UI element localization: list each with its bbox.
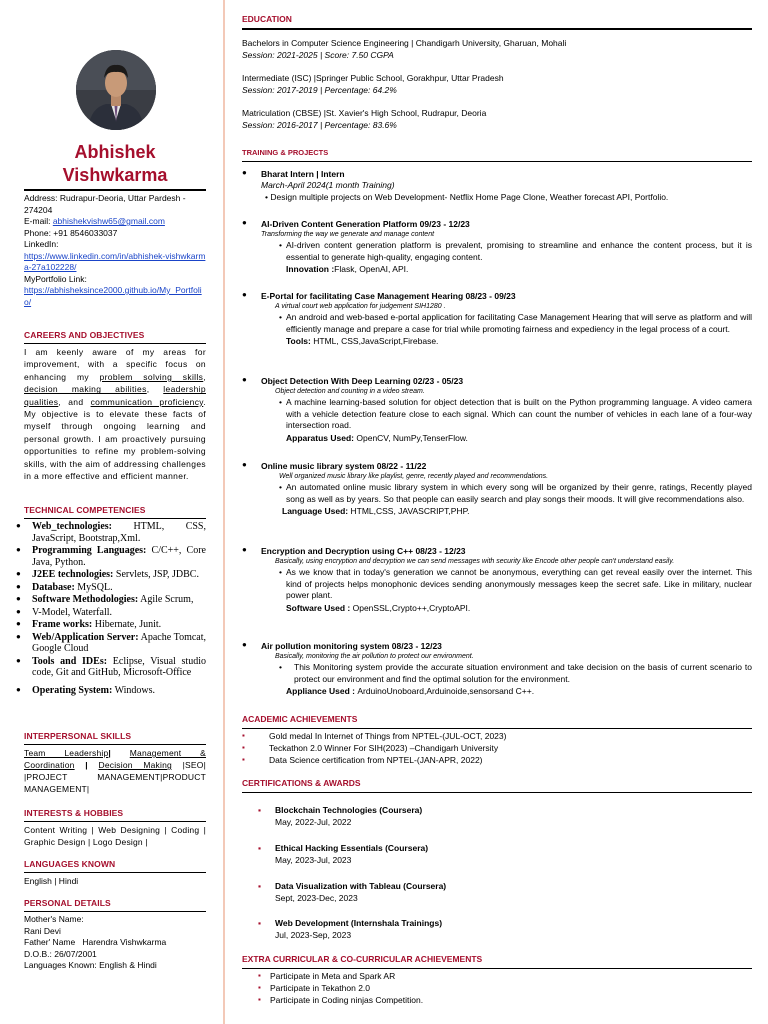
email-link[interactable]: abhishekvishw65@gmail.com xyxy=(52,216,165,226)
tools-value: OpenCV, NumPy,TenserFlow. xyxy=(356,432,468,443)
academic-rule xyxy=(242,728,752,729)
email-label: E-mail: xyxy=(24,216,53,226)
personal-details xyxy=(24,914,206,972)
education-session: Session: 2021-2025 | Score: 7.50 CGPA xyxy=(242,49,394,60)
training-section xyxy=(242,148,752,162)
project-desc: • AI-driven content generation platform is prevalent, promising to streamline and enhance the content process, but it is essential to generate high-quality, engaging content. xyxy=(242,240,752,263)
academic-item: ▪ Data Science certification from NPTEL-(JAN-APR, 2022) xyxy=(242,754,752,766)
education-item xyxy=(242,37,752,61)
certifications-section xyxy=(242,778,752,793)
education-line: Bachelors in Computer Science Engineering | Chandigarh University, Gharuan, Mohali xyxy=(242,37,567,48)
project-title: ● Bharat Intern | Intern xyxy=(242,169,752,180)
education-rule xyxy=(242,28,752,30)
academic-list xyxy=(242,730,752,766)
tech-value: Servlets, JSP, JDBC. xyxy=(113,569,199,581)
cert-name: ▪ Ethical Hacking Essentials (Coursera) xyxy=(242,842,752,854)
extra-title: EXTRA CURRICULAR & CO-CURRICULAR ACHIEVEMENTS xyxy=(242,954,483,964)
father-row xyxy=(24,937,206,949)
interpersonal-section xyxy=(24,731,206,795)
tech-label: Frame works: xyxy=(32,619,93,631)
tech-value: Windows. xyxy=(112,684,156,696)
project-subtitle: Well organized music library like playlist, genre, recently played and recommendations. xyxy=(279,473,549,481)
project-title: ● Object Detection With Deep Learning 02/23 - 05/23 xyxy=(242,376,752,387)
email-row xyxy=(24,216,206,228)
project-subtitle: Basically, monitoring the air pollution to protect our environment. xyxy=(275,653,474,661)
tools-value: OpenSSL,Crypto++,CryptoAPI. xyxy=(352,602,471,613)
project-title: ● Air pollution monitoring system 08/23 - 12/23 xyxy=(242,641,752,652)
technical-list xyxy=(24,521,206,696)
certifications-title: CERTIFICATIONS & AWARDS xyxy=(242,778,361,788)
tools-value: Flask, OpenAI, API. xyxy=(334,264,409,275)
tools-label: Apparatus Used: xyxy=(286,432,357,443)
tech-label: J2EE technologies: xyxy=(32,569,114,581)
tech-value: V-Model, Waterfall. xyxy=(32,606,113,618)
project-desc: • This Monitoring system provide the accurate situation environment and take decision on the basis of current scenario to protect our environment and find the optimal solution for the environment. xyxy=(242,662,752,685)
tech-item xyxy=(24,632,206,655)
personal-title: PERSONAL DETAILS xyxy=(24,898,111,908)
skill-rest: |SEO| |PROJECT MANAGEMENT|PRODUCT MANAGEMENT| xyxy=(24,760,206,795)
cert-item xyxy=(242,804,752,828)
project-desc: • An automated online music library system in which every song will be organized by their genre, ratings, Recently played song as well as by years. So that people can easily search and play songs their moods. It will give recommendations also. xyxy=(242,482,752,505)
skill-management: Management & Coordination xyxy=(24,748,206,771)
dob: D.O.B.: 26/07/2001 xyxy=(24,948,97,959)
project-tools xyxy=(242,335,752,347)
education-item xyxy=(242,107,752,131)
tech-value: Agile Scrum, xyxy=(138,594,194,606)
tools-label: Innovation : xyxy=(286,264,335,275)
extra-section xyxy=(242,954,752,1006)
tech-value: HTML, CSS, JavaScript, Bootstrap,Xml. xyxy=(32,521,206,544)
careers-rule xyxy=(24,343,206,344)
interests-text: Content Writing | Web Designing | Coding | Graphic Design | Logo Design | xyxy=(24,825,206,848)
project-title: ● Online music library system 08/22 - 11/22 xyxy=(242,461,752,472)
name-underline xyxy=(24,189,206,191)
cert-date: Jul, 2023-Sep, 2023 xyxy=(275,930,352,940)
project-item xyxy=(242,376,752,444)
cert-date: May, 2022-Jul, 2022 xyxy=(275,817,352,827)
cert-item xyxy=(242,880,752,904)
tech-label: Software Methodologies: xyxy=(32,594,139,606)
portfolio-link[interactable]: https://abhisheksince2000.github.io/My_Portfolio/ xyxy=(24,285,202,307)
skill-decision-making: Decision Making xyxy=(98,760,172,771)
phone: Phone: +91 8546033037 xyxy=(24,227,118,238)
project-subtitle: A virtual court web application for judgement SIH1280 . xyxy=(275,303,446,311)
tech-value: C/C++, Core Java, Python. xyxy=(32,545,206,568)
tech-label: Web/Application Server: xyxy=(32,631,139,643)
languages-text: English | Hindi xyxy=(24,876,79,887)
project-subtitle: Object detection and counting in a video stream. xyxy=(275,388,425,396)
interpersonal-title: INTERPERSONAL SKILLS xyxy=(24,731,132,741)
tools-label: Software Used : xyxy=(286,602,353,613)
languages-known: Languages Known: English & Hindi xyxy=(24,960,157,971)
cert-item xyxy=(242,917,752,941)
extra-item: ▪ Participate in Tekathon 2.0 xyxy=(242,982,752,994)
candidate-name xyxy=(24,141,206,187)
careers-sep-3: , and xyxy=(58,396,91,407)
project-intern xyxy=(242,169,752,203)
cert-name: ▪ Data Visualization with Tableau (Coursera) xyxy=(242,880,752,892)
mother-name: Rani Devi xyxy=(24,925,61,936)
portfolio-label: MyPortfolio Link: xyxy=(24,273,87,284)
cert-name: ▪ Blockchain Technologies (Coursera) xyxy=(242,804,752,816)
interpersonal-rule xyxy=(24,744,206,745)
tech-item xyxy=(24,582,206,594)
project-item xyxy=(242,461,752,517)
column-divider xyxy=(223,0,225,1024)
education-session: Session: 2016-2017 | Percentage: 83.6% xyxy=(242,119,397,130)
project-tools xyxy=(242,263,752,275)
interests-title: INTERESTS & HOBBIES xyxy=(24,808,124,818)
education-title: EDUCATION xyxy=(242,14,292,24)
personal-section xyxy=(24,898,206,972)
education-item xyxy=(242,72,752,96)
father-label: Father' Name xyxy=(24,937,76,948)
tools-label: Tools: xyxy=(286,336,314,347)
extra-item: ▪ Participate in Coding ninjas Competition. xyxy=(242,994,752,1006)
tech-label: Web_technologies: xyxy=(32,521,112,533)
project-desc: • Design multiple projects on Web Development- Netflix Home Page Clone, Weather forecast API, Portfolio. xyxy=(265,192,669,203)
tech-item xyxy=(24,619,206,631)
tech-label: Tools and IDEs: xyxy=(32,655,108,667)
father-name: Harendra Vishwkarma xyxy=(82,937,167,948)
academic-section xyxy=(242,714,752,766)
cert-date: May, 2023-Jul, 2023 xyxy=(275,855,352,865)
profile-photo xyxy=(76,50,156,130)
interpersonal-text: Team Leadership| Management & Coordination | Decision Making |SEO| |PROJECT MANAGEMENT|PRODUCT MANAGEMENT| xyxy=(24,748,206,795)
careers-emph-2: decision making abilities xyxy=(24,384,147,395)
technical-title: TECHNICAL COMPETENCIES xyxy=(24,505,146,515)
education-section xyxy=(242,14,752,131)
technical-section xyxy=(24,505,206,697)
cert-item xyxy=(242,842,752,866)
project-subtitle: Transforming the way we generate and manage content xyxy=(261,231,435,239)
tech-item xyxy=(24,607,206,619)
careers-text-2: . My objective is to elevate these facts of myself through ongoing learning and personal growth. I am proactively pursuing opportunities to refine my problem-solving skills, with the aim of addressing challenges in a more effective and efficient manner. xyxy=(24,396,206,482)
languages-section xyxy=(24,859,206,887)
tools-label: Language Used: xyxy=(282,506,351,517)
technical-rule xyxy=(24,518,206,519)
tech-value: Eclipse, Visual studio code, Git and GitHub, Microsoft-Office xyxy=(32,655,206,679)
certifications-rule xyxy=(242,792,752,793)
careers-emph-1: problem solving skills xyxy=(99,371,204,382)
tech-label: Programming Languages: xyxy=(32,545,147,557)
careers-title: CAREERS AND OBJECTIVES xyxy=(24,330,145,340)
education-session: Session: 2017-2019 | Percentage: 64.2% xyxy=(242,84,397,95)
education-line: Matriculation (CBSE) |St. Xavier's High School, Rudrapur, Deoria xyxy=(242,107,487,118)
careers-sep-1: , xyxy=(203,371,206,382)
project-item xyxy=(242,291,752,347)
extra-list xyxy=(242,970,752,1006)
project-tools xyxy=(242,505,752,517)
project-item xyxy=(242,546,752,614)
project-desc: • As we know that in today's generation we cannot be anonymous, everything can get reveal easily over the internet. This kind of projects helps monophonic devices sending anonymously messages keep the secret safe. Like in military, nuclear power plant. xyxy=(242,567,752,602)
tech-value: Hibernate, Junit. xyxy=(92,619,162,631)
tools-label: Appliance Used : xyxy=(286,686,358,697)
tech-item xyxy=(24,656,206,679)
tech-value: Apache Tomcat, Google Cloud xyxy=(32,631,206,655)
mother-label: Mother's Name: xyxy=(24,914,84,925)
tech-label: Database: xyxy=(32,581,75,593)
project-subtitle: Basically, using encryption and decryption we can send messages with security like Encode other people can't understand easily. xyxy=(275,558,675,566)
training-rule xyxy=(242,161,752,163)
cert-date: Sept, 2023-Dec, 2023 xyxy=(275,893,358,903)
project-tools xyxy=(242,602,752,614)
education-line: Intermediate (ISC) |Springer Public School, Gorakhpur, Uttar Pradesh xyxy=(242,72,504,83)
careers-sep-2: , xyxy=(146,384,164,395)
extra-item: ▪ Participate in Meta and Spark AR xyxy=(242,970,752,982)
interests-rule xyxy=(24,821,206,822)
project-title: ● AI-Driven Content Generation Platform 09/23 - 12/23 xyxy=(242,219,752,230)
project-title: ● Encryption and Decryption using C++ 08/23 - 12/23 xyxy=(242,546,752,557)
tools-value: HTML, CSS,JavaScript,Firebase. xyxy=(313,336,439,347)
tech-item xyxy=(24,545,206,568)
careers-emph-4: communication proficiency xyxy=(90,396,204,407)
project-tools xyxy=(242,432,752,444)
project-item xyxy=(242,219,752,275)
careers-text xyxy=(24,346,206,482)
tech-item xyxy=(24,521,206,544)
tech-item xyxy=(24,569,206,581)
languages-title: LANGUAGES KNOWN xyxy=(24,859,116,869)
personal-rule xyxy=(24,911,206,912)
project-desc: • An android and web-based e-portal application for facilitating Case Management Hearing that will serve as platform and will efficiently manage and prepare a case for trial while promoting fairness and expediency in the legal process of a court. xyxy=(242,312,752,335)
cert-name: ▪ Web Development (Internshala Trainings) xyxy=(242,917,752,929)
tech-value: MySQL. xyxy=(74,581,113,593)
first-name: Abhishek xyxy=(74,142,156,162)
project-title: ● E-Portal for facilitating Case Management Hearing 08/23 - 09/23 xyxy=(242,291,752,302)
careers-section xyxy=(24,330,206,483)
address: Address: Rudrapur-Deoria, Uttar Pardesh - 274204 xyxy=(24,193,186,215)
project-tools xyxy=(242,685,752,697)
contact-block xyxy=(24,193,206,308)
languages-rule xyxy=(24,872,206,873)
project-subtitle: March-April 2024(1 month Training) xyxy=(261,180,395,191)
careers-emph-3: leadership qualities xyxy=(24,384,206,407)
skill-team-leadership: Team Leadership xyxy=(24,748,109,759)
linkedin-label: LinkedIn: xyxy=(24,239,59,249)
careers-text-1: I am keenly aware of my areas for improvement, with a specific focus on enhancing my xyxy=(24,347,206,382)
training-title: TRAINING & PROJECTS xyxy=(242,148,329,157)
extra-rule xyxy=(242,968,752,969)
linkedin-link[interactable]: https://www.linkedin.com/in/abhishek-vishwkarma-27a102228/ xyxy=(24,250,206,272)
academic-title: ACADEMIC ACHIEVEMENTS xyxy=(242,714,358,724)
tech-label: Operating System: xyxy=(32,684,113,696)
tools-value: HTML,CSS, JAVASCRIPT,PHP. xyxy=(350,506,470,517)
interests-section xyxy=(24,808,206,848)
project-desc: • A machine learning-based solution for object detection that is built on the Python programming language. A video camera with a vehicle detection feature close to each signal. Which can count the number of vehicles in each lane of a four-way intersection road. xyxy=(242,397,752,432)
academic-item: ▪ Teckathon 2.0 Winner For SIH(2023) –Chandigarh University xyxy=(242,742,752,754)
tech-item xyxy=(24,594,206,606)
tools-value: ArduinoUnoboard,Arduinoide,sensorsand C++. xyxy=(357,686,535,697)
academic-item: ▪ Gold medal In Internet of Things from NPTEL-(JUL-OCT, 2023) xyxy=(242,730,752,742)
project-item xyxy=(242,641,752,697)
tech-item xyxy=(24,685,206,697)
last-name: Vishwkarma xyxy=(62,165,168,185)
